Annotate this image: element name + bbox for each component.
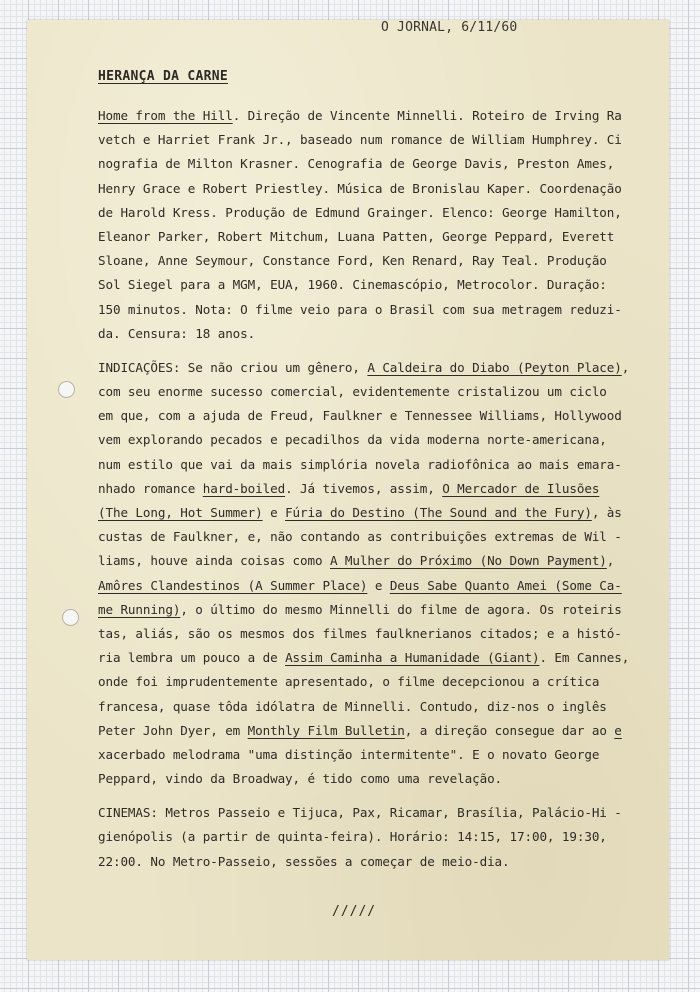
- underlined-title: me Running): [98, 601, 181, 617]
- underlined-title: Assim Caminha a Humanidade (Giant): [285, 650, 540, 666]
- underlined-title: Deus Sabe Quanto Amei (Some Ca-: [389, 577, 622, 593]
- paragraph-gap: [98, 791, 668, 801]
- paragraph: [98, 801, 668, 874]
- text-span: ,: [621, 359, 630, 375]
- text-span: nhado romance: [98, 480, 203, 496]
- text-span: . Já tivemos, assim,: [285, 480, 443, 496]
- underlined-title: O Mercador de Ilusões: [442, 480, 600, 496]
- paragraph-gap: [98, 346, 668, 356]
- typewritten-page: [27, 20, 669, 960]
- text-line: [98, 404, 668, 428]
- article-body: [98, 104, 668, 874]
- text-span: , a direção consegue dar ao: [404, 722, 615, 738]
- text-span: num estilo que vai da mais simplória novela radiofônica ao mais emara-: [98, 456, 622, 472]
- underlined-title: Monthly Film Bulletin: [247, 722, 405, 738]
- text-line: [98, 273, 668, 297]
- text-line: [98, 622, 668, 646]
- text-line: [98, 525, 668, 549]
- text-line: [98, 598, 668, 622]
- text-line: [98, 670, 668, 694]
- text-span: INDICAÇÕES: Se não criou um gênero,: [98, 359, 368, 375]
- underlined-title: A Caldeira do Diabo (Peyton Place): [367, 359, 622, 375]
- page-header: O JORNAL, 6/11/60: [381, 20, 518, 35]
- text-span: ria lembra um pouco a de: [98, 650, 286, 666]
- text-line: [98, 177, 668, 201]
- text-line: [98, 501, 668, 525]
- text-line: [98, 646, 668, 670]
- text-span: custas de Faulkner, e, não contando as contribuições extremas de Wil -: [98, 529, 622, 545]
- text-span: , às: [591, 505, 622, 520]
- text-span: 22:00. No Metro-Passeio, sessões a começar de meio-dia.: [98, 853, 510, 869]
- text-span: . Em Cannes,: [539, 650, 630, 666]
- text-line: [98, 801, 668, 825]
- text-line: [98, 477, 668, 501]
- underlined-title: Fúria do Destino (The Sound and the Fury): [285, 505, 592, 520]
- text-line: [98, 152, 668, 176]
- underlined-title: A Mulher do Próximo (No Down Payment): [329, 553, 607, 569]
- text-line: [98, 549, 668, 573]
- text-span: liams, houve ainda coisas como: [98, 553, 330, 569]
- text-line: [98, 225, 668, 249]
- underlined-title: Amôres Clandestinos (A Summer Place): [98, 577, 368, 593]
- text-span: em que, com a ajuda de Freud, Faulkner e Tennessee Williams, Hollywood: [98, 408, 622, 424]
- punch-hole-upper: [58, 381, 75, 398]
- text-span: nografia de Milton Krasner. Cenografia de George Davis, Preston Ames,: [98, 156, 615, 172]
- text-line: [98, 322, 668, 346]
- text-line: [98, 719, 668, 743]
- text-line: [98, 356, 668, 380]
- text-span: xacerbado melodrama "uma distinção intermitente". E o novato George: [98, 746, 600, 762]
- text-span: da. Censura: 18 anos.: [98, 325, 256, 341]
- text-span: francesa, quase tôda idólatra de Minnelli. Contudo, diz-nos o inglês: [98, 698, 607, 714]
- text-span: e: [262, 505, 286, 520]
- text-span: Peter John Dyer, em: [98, 722, 248, 738]
- text-line: [98, 850, 668, 874]
- text-span: Sol Siegel para a MGM, EUA, 1960. Cinemascópio, Metrocolor. Duração:: [98, 277, 607, 293]
- text-span: onde foi imprudentemente apresentado, o filme decepcionou a crítica: [98, 674, 600, 690]
- underlined-title: e: [614, 722, 622, 738]
- underlined-title: Home from the Hill: [98, 108, 233, 123]
- article-title: HERANÇA DA CARNE: [98, 69, 229, 84]
- text-span: Sloane, Anne Seymour, Constance Ford, Ken Renard, Ray Teal. Produção: [98, 253, 607, 269]
- text-line: [98, 825, 668, 849]
- text-span: Henry Grace e Robert Priestley. Música de Bronislau Kaper. Coordenação: [98, 180, 622, 196]
- text-span: de Harold Kress. Produção de Edmund Grainger. Elenco: George Hamilton,: [98, 204, 622, 220]
- text-line: [98, 298, 668, 322]
- text-line: [98, 453, 668, 477]
- text-span: . Direção de Vincente Minnelli. Roteiro de Irving Ra: [232, 108, 622, 123]
- text-span: 150 minutos. Nota: O filme veio para o Brasil com sua metragem reduzi-: [98, 301, 622, 317]
- text-span: ,: [606, 553, 615, 569]
- text-span: com seu enorme sucesso comercial, evidentemente cristalizou um ciclo: [98, 384, 607, 400]
- text-line: [98, 767, 668, 791]
- paragraph: [98, 104, 668, 346]
- end-separator: /////: [332, 904, 377, 919]
- punch-hole-lower: [62, 609, 79, 626]
- text-span: e: [367, 577, 390, 593]
- text-line: [98, 128, 668, 152]
- text-line: [98, 574, 668, 598]
- text-span: gienópolis (a partir de quinta-feira). Horário: 14:15, 17:00, 19:30,: [98, 829, 607, 845]
- underlined-title: (The Long, Hot Summer): [98, 505, 263, 520]
- underlined-title: hard-boiled: [202, 480, 286, 496]
- text-line: [98, 201, 668, 225]
- text-span: tas, aliás, são os mesmos dos filmes faulknerianos citados; e a histó-: [98, 625, 622, 641]
- text-line: [98, 743, 668, 767]
- paragraph: [98, 356, 668, 791]
- text-span: Peppard, vindo da Broadway, é tido como uma revelação.: [98, 771, 503, 787]
- text-line: [98, 428, 668, 452]
- text-line: [98, 104, 668, 128]
- text-line: [98, 249, 668, 273]
- text-span: , o último do mesmo Minnelli do filme de agora. Os roteiris: [180, 601, 622, 617]
- text-span: vem explorando pecados e pecadilhos da vida moderna norte-americana,: [98, 432, 607, 448]
- text-span: vetch e Harriet Frank Jr., baseado num romance de William Humphrey. Ci: [98, 132, 622, 148]
- text-span: CINEMAS: Metros Passeio e Tijuca, Pax, Ricamar, Brasília, Palácio-Hi -: [98, 805, 622, 821]
- text-line: [98, 380, 668, 404]
- text-span: Eleanor Parker, Robert Mitchum, Luana Patten, George Peppard, Everett: [98, 228, 615, 244]
- text-line: [98, 695, 668, 719]
